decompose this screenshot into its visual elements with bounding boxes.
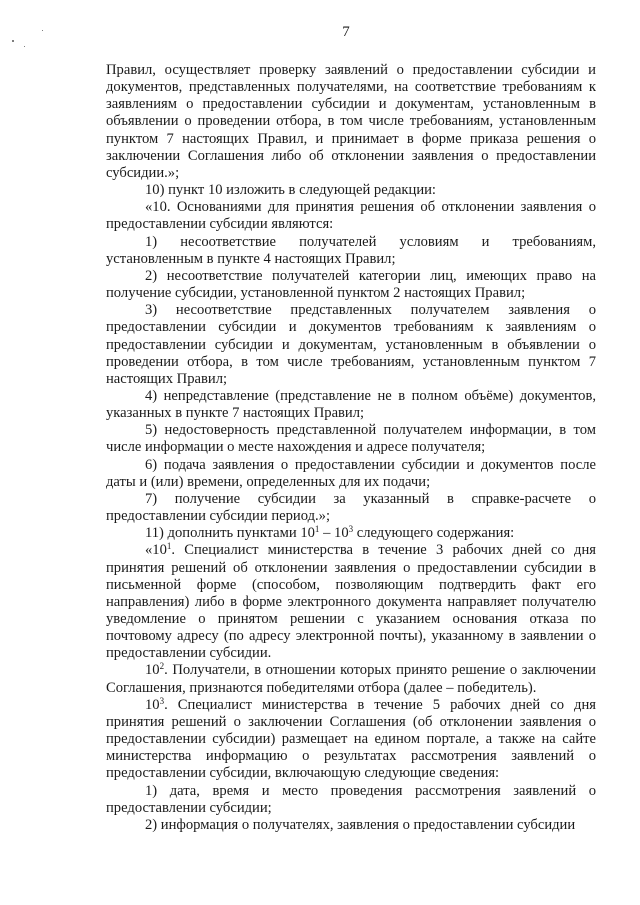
clause-10-3-item-1: 1) дата, время и место проведения рассмотрения заявлений о предоставлении субсидии; [106, 782, 596, 816]
clause-10-3: $10^3$. Специалист министерства в течение 5 рабочих дней со дня принятия решений о заключении Соглашения (об отклонении заявления о предоставлении субсидии) размещает на едином портале, а также на сайте министерства информацию о результатах рассмотрения заявлений о предоставлении субсидии, включающую следующие сведения: [106, 695, 596, 782]
clause-10-item-7: 7) получение субсидии за указанный в справке-расчете о предоставлении субсидии период.»; [106, 490, 596, 525]
clause-10-item-6: 6) подача заявления о предоставлении субсидии и документов после даты и (или) времени, определенных для их подачи; [106, 456, 596, 490]
clause-10-2: $10^2$. Получатели, в отношении которых принято решение о заключении Соглашения, признаются победителями отбора (далее – победитель). [106, 661, 596, 696]
scan-speck [24, 46, 25, 47]
amendment-item-10: 10) пункт 10 изложить в следующей редакции: [145, 182, 436, 199]
paragraph-continuation: Правил, осуществляет проверку заявлений о предоставлении субсидии и документов, представленных получателями, на соответствие требованиям к заявлениям о предоставлении субсидии и документам, установленным в объявлении о проведении отбора, в том числе требованиям, установленным пунктом 7 настоящих Правил, и принимает в форме приказа решения о заключении Соглашения либо об отклонении заявления о предоставлении субсидии.»; [106, 62, 596, 181]
clause-10-heading: «10. Основаниями для принятия решения об отклонении заявления о предоставлении субсидии являются: [106, 199, 596, 233]
clause-10-item-4: 4) непредставление (представление не в полном объёме) документов, указанных в пункте 7 настоящих Правил; [106, 387, 596, 422]
amendment-item-11: 11) дополнить пунктами $10^1 - 10^3$ следующего содержания: [145, 524, 515, 542]
scan-speck [12, 40, 14, 42]
clause-10-item-2: 2) несоответствие получателей категории лиц, имеющих право на получение субсидии, установленной пунктом 2 настоящих Правил; [106, 267, 596, 302]
clause-10-item-3: 3) несоответствие представленных получателем заявления о предоставлении субсидии и документов требованиям к заявлениям о предоставлении субсидии и документам, установленным в объявлении о проведении отбора, в том числе требованиям, установленным пунктом 7 настоящих Правил; [106, 302, 596, 387]
clause-10-3-item-2: 2) информация о получателях, заявления о предоставлении субсидии [145, 816, 576, 833]
clause-10-item-5: 5) недостоверность представленной получателем информации, в том числе информации о месте нахождения и адресе получателя; [106, 422, 596, 456]
page-number: 7 [342, 24, 350, 40]
clause-10-item-1: 1) несоответствие получателей условиям и требованиям, установленным в пункте 4 настоящих Правил; [106, 233, 596, 267]
document-body [106, 62, 596, 834]
clause-10-1: «$10^1$. Специалист министерства в течение 3 рабочих дней со дня принятия решений об отклонении заявления о предоставлении субсидии в письменной форме (способом, позволяющим подтвердить факт его направления) либо в форме электронного документа направляет получателю уведомление о принятом решении с указанием основания отказа по почтовому адресу (по адресу электронной почты), указанному в заявлении о предоставлении субсидии. [106, 541, 596, 662]
